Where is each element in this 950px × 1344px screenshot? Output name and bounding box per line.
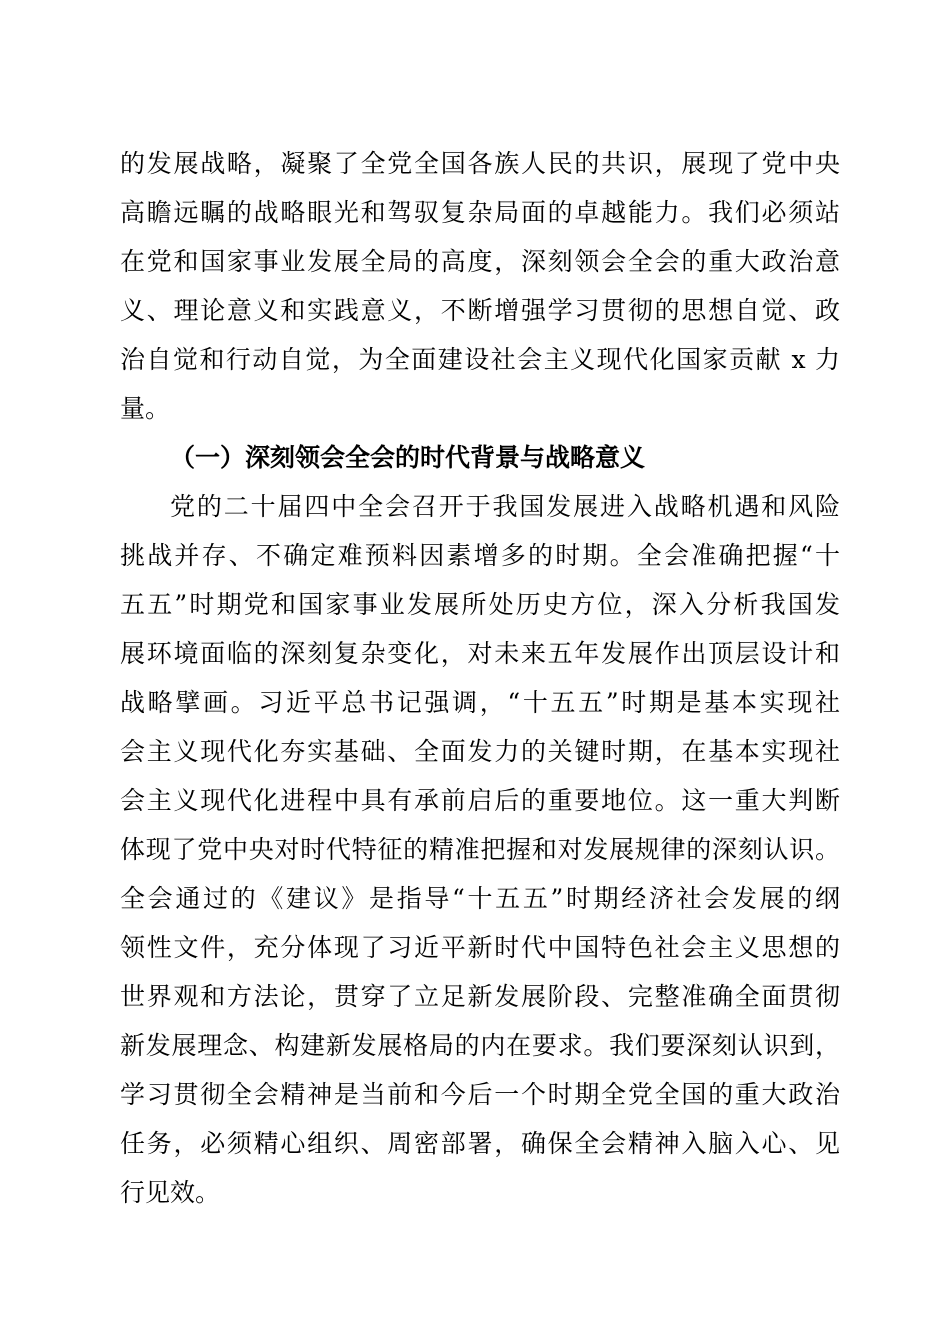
paragraph-2-line-4: 展环境面临的深刻复杂变化，对未来五年发展作出顶层设计和: [120, 639, 840, 668]
paragraph-2-line-5: 战略擘画。习近平总书记强调，“十五五”时期是基本实现社: [120, 688, 840, 717]
paragraph-2-line-3: 五五”时期党和国家事业发展所处历史方位，深入分析我国发: [120, 590, 840, 619]
paragraph-2-line-7: 会主义现代化进程中具有承前启后的重要地位。这一重大判断: [120, 786, 840, 815]
paragraph-1-line-1: 的发展战略，凝聚了全党全国各族人民的共识，展现了党中央: [120, 149, 840, 178]
paragraph-2-line-10: 领性文件，充分体现了习近平新时代中国特色社会主义思想的: [120, 933, 840, 962]
paragraph-2-line-8: 体现了党中央对时代特征的精准把握和对发展规律的深刻认识。: [120, 835, 840, 864]
paragraph-1-line-6: 量。: [120, 394, 171, 423]
paragraph-2-line-9: 全会通过的《建议》是指导“十五五”时期经济社会发展的纲: [120, 884, 840, 913]
paragraph-2-line-15: 行见效。: [120, 1178, 221, 1207]
paragraph-1-line-3: 在党和国家事业发展全局的高度，深刻领会全会的重大政治意: [120, 247, 840, 276]
paragraph-2-line-14: 任务，必须精心组织、周密部署，确保全会精神入脑入心、见: [120, 1129, 840, 1158]
paragraph-2-line-11: 世界观和方法论，贯穿了立足新发展阶段、完整准确全面贯彻: [120, 982, 840, 1011]
section-heading: （一）深刻领会全会的时代背景与战略意义: [170, 443, 646, 472]
paragraph-2-line-12: 新发展理念、构建新发展格局的内在要求。我们要深刻认识到，: [120, 1031, 840, 1060]
paragraph-1-line-4: 义、理论意义和实践意义，不断增强学习贯彻的思想自觉、政: [120, 296, 840, 325]
paragraph-2-line-6: 会主义现代化夯实基础、全面发力的关键时期，在基本实现社: [120, 737, 840, 766]
paragraph-2-line-13: 学习贯彻全会精神是当前和今后一个时期全党全国的重大政治: [120, 1080, 840, 1109]
paragraph-1-line-2: 高瞻远瞩的战略眼光和驾驭复杂局面的卓越能力。我们必须站: [120, 198, 840, 227]
paragraph-1-line-5: 治自觉和行动自觉，为全面建设社会主义现代化国家贡献 x 力: [120, 345, 840, 374]
paragraph-2-line-2: 挑战并存、不确定难预料因素增多的时期。全会准确把握“十: [120, 541, 840, 570]
paragraph-2-line-1: 党的二十届四中全会召开于我国发展进入战略机遇和风险: [170, 492, 840, 521]
